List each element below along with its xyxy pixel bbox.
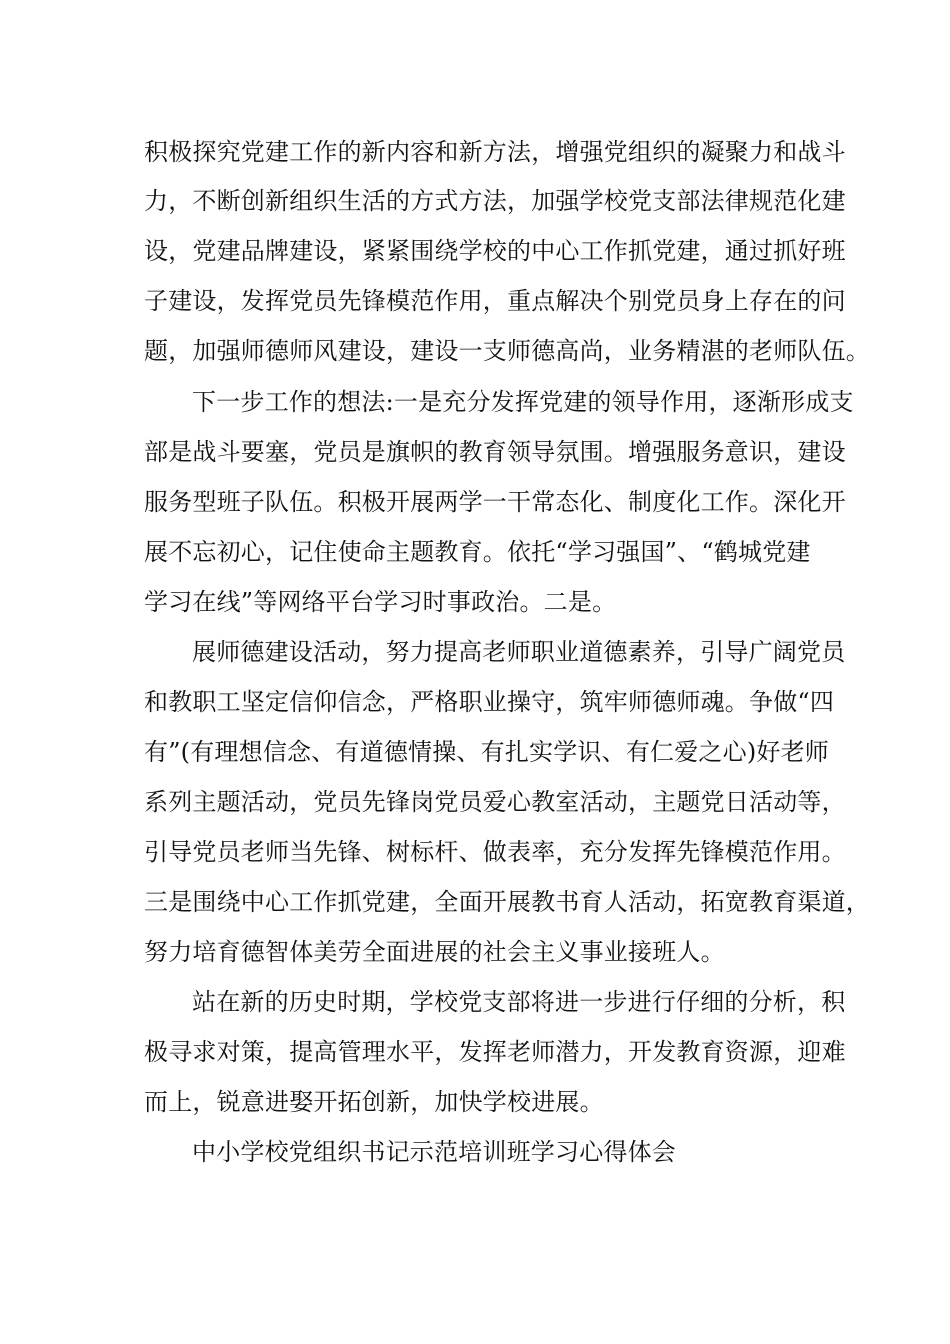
paragraph-line: 展不忘初心，记住使命主题教育。依托“学习强国”、“鹤城党建 <box>144 538 811 566</box>
paragraph-line: 服务型班子队伍。积极开展两学一干常态化、制度化工作。深化开 <box>144 488 846 516</box>
section-title: 中小学校党组织书记示范培训班学习心得体会 <box>192 1138 676 1166</box>
paragraph-line: 三是围绕中心工作抓党建，全面开展教书育人活动，拓宽教育渠道， <box>144 888 870 916</box>
paragraph-line: 努力培育德智体美劳全面进展的社会主义事业接班人。 <box>144 938 725 966</box>
paragraph-line: 题，加强师德师风建设，建设一支师德高尚，业务精湛的老师队伍。 <box>144 337 870 365</box>
paragraph-line: 设，党建品牌建设，紧紧围绕学校的中心工作抓党建，通过抓好班 <box>144 237 846 265</box>
paragraph-line: 极寻求对策，提高管理水平，发挥老师潜力，开发教育资源，迎难 <box>144 1038 846 1066</box>
paragraph-line: 学习在线”等网络平台学习时事政治。二是。 <box>144 588 617 616</box>
paragraph-line: 部是战斗要塞，党员是旗帜的教育领导氛围。增强服务意识，建设 <box>144 438 846 466</box>
paragraph-line: 下一步工作的想法:一是充分发挥党建的领导作用，逐渐形成支 <box>192 388 854 416</box>
paragraph-line: 系列主题活动，党员先锋岗党员爱心教室活动，主题党日活动等， <box>144 788 846 816</box>
paragraph-line: 积极探究党建工作的新内容和新方法，增强党组织的凝聚力和战斗 <box>144 138 846 166</box>
paragraph-line: 展师德建设活动，努力提高老师职业道德素养，引导广阔党员 <box>192 638 846 666</box>
paragraph-line: 子建设，发挥党员先锋模范作用，重点解决个别党员身上存在的问 <box>144 287 846 315</box>
paragraph-line: 站在新的历史时期，学校党支部将进一步进行仔细的分析，积 <box>192 988 846 1016</box>
paragraph-line: 而上，锐意进娶开拓创新，加快学校进展。 <box>144 1088 604 1116</box>
paragraph-line: 有”(有理想信念、有道德情操、有扎实学识、有仁爱之心)好老师 <box>144 738 829 766</box>
paragraph-line: 和教职工坚定信仰信念，严格职业操守，筑牢师德师魂。争做“四 <box>144 688 835 716</box>
paragraph-line: 引导党员老师当先锋、树标杆、做表率，充分发挥先锋模范作用。 <box>144 838 846 866</box>
paragraph-line: 力，不断创新组织生活的方式方法，加强学校党支部法律规范化建 <box>144 187 846 215</box>
